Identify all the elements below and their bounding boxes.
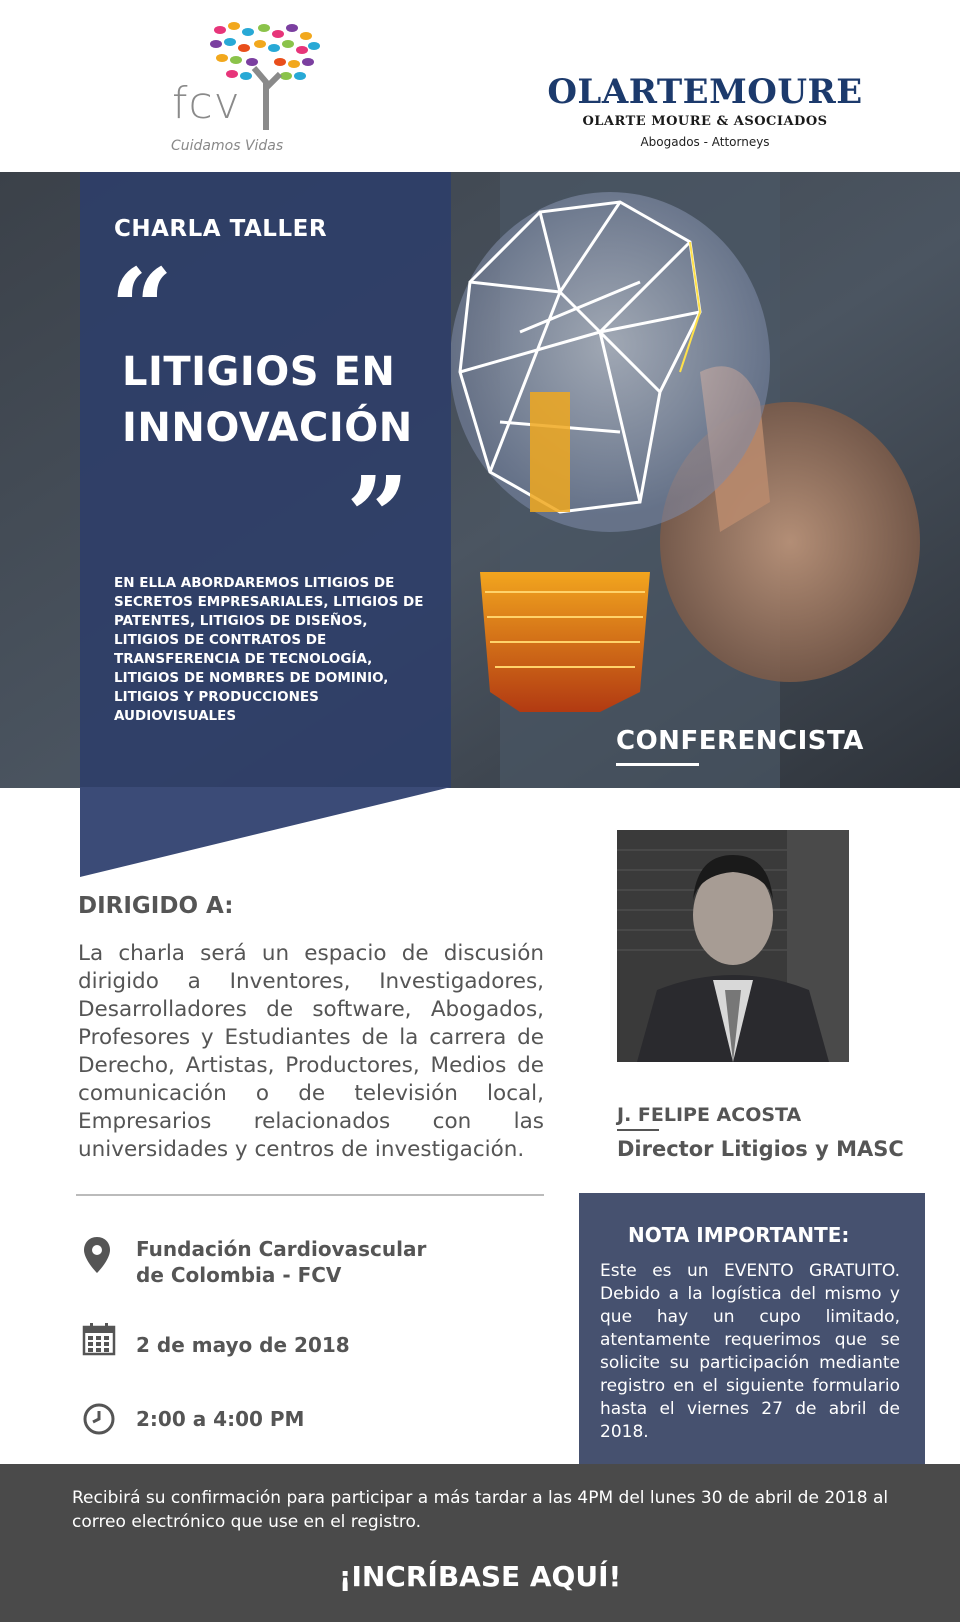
event-title-line1: LITIGIOS EN bbox=[122, 349, 396, 395]
olarte-tagline: Abogados - Attorneys bbox=[640, 135, 770, 149]
event-location-line1: Fundación Cardiovascular bbox=[136, 1237, 427, 1261]
audience-body: La charla será un espacio de discusión dirigido a Inventores, Investigadores, Desarrolladores de software, Abogados, Profesores y Estudiantes de la carrera de Derecho, Artistas, Productores, Medios de comunicación o de televisión local, Empresarios relacionados con las universidades y centros de investigación. bbox=[78, 941, 544, 1162]
olarte-moure-logo bbox=[530, 74, 880, 149]
speaker-name: J. FELIPE ACOSTA bbox=[617, 1104, 802, 1126]
speaker-role: Director Litigios y MASC bbox=[617, 1137, 904, 1161]
header bbox=[0, 0, 960, 172]
divider bbox=[76, 1194, 544, 1196]
event-kicker: CHARLA TALLER bbox=[114, 216, 328, 242]
quote-close-icon: ” bbox=[346, 452, 410, 581]
confirmation-text: Recibirá su confirmación para participar a más tardar a las 4PM del lunes 30 de abril de 2018 al correo electrónico que use en el registro. bbox=[72, 1488, 889, 1532]
event-location-line2: de Colombia - FCV bbox=[136, 1263, 342, 1287]
important-note-title: NOTA IMPORTANTE: bbox=[628, 1223, 850, 1247]
quote-open-icon: “ bbox=[110, 244, 174, 373]
event-date: 2 de mayo de 2018 bbox=[136, 1333, 350, 1357]
event-title bbox=[122, 344, 413, 456]
location-pin-icon bbox=[82, 1236, 112, 1274]
event-time: 2:00 a 4:00 PM bbox=[136, 1407, 305, 1431]
event-location bbox=[136, 1236, 426, 1288]
register-button[interactable]: ¡INCRÍBASE AQUÍ! bbox=[338, 1560, 622, 1593]
speaker-name-underline bbox=[617, 1129, 659, 1131]
speaker-photo bbox=[617, 830, 849, 1062]
calendar-icon bbox=[82, 1322, 116, 1356]
olarte-name: OLARTEMOURE bbox=[547, 72, 863, 112]
event-description: EN ELLA ABORDAREMOS LITIGIOS DE SECRETOS EMPRESARIALES, LITIGIOS DE PATENTES, LITIGIOS DE DISEÑOS, LITIGIOS DE CONTRATOS DE TRANSFERENCIA DE TECNOLOGÍA, LITIGIOS DE NOMBRES DE DOMINIO, LITIGIOS Y PRODUCCIONES AUDIOVISUALES bbox=[114, 575, 424, 724]
clock-icon bbox=[82, 1402, 116, 1436]
fcv-tagline: Cuidamos Vidas bbox=[171, 138, 284, 154]
important-note-body: Este es un EVENTO GRATUITO. Debido a la logística del mismo y que hay un cupo limitado, atentamente requerimos que se solicite su participación mediante registro en el siguiente formulario hasta el viernes 27 de abril de 2018. bbox=[600, 1261, 900, 1442]
event-title-line2: INNOVACIÓN bbox=[122, 405, 413, 451]
speaker-heading-underline bbox=[616, 763, 699, 766]
fcv-logo-text: fcv bbox=[172, 78, 241, 129]
audience-heading: DIRIGIDO A: bbox=[78, 893, 234, 919]
olarte-subtitle: OLARTE MOURE & ASOCIADOS bbox=[582, 114, 828, 129]
panel-ribbon-tail bbox=[80, 787, 451, 877]
speaker-heading: CONFERENCISTA bbox=[616, 726, 864, 756]
